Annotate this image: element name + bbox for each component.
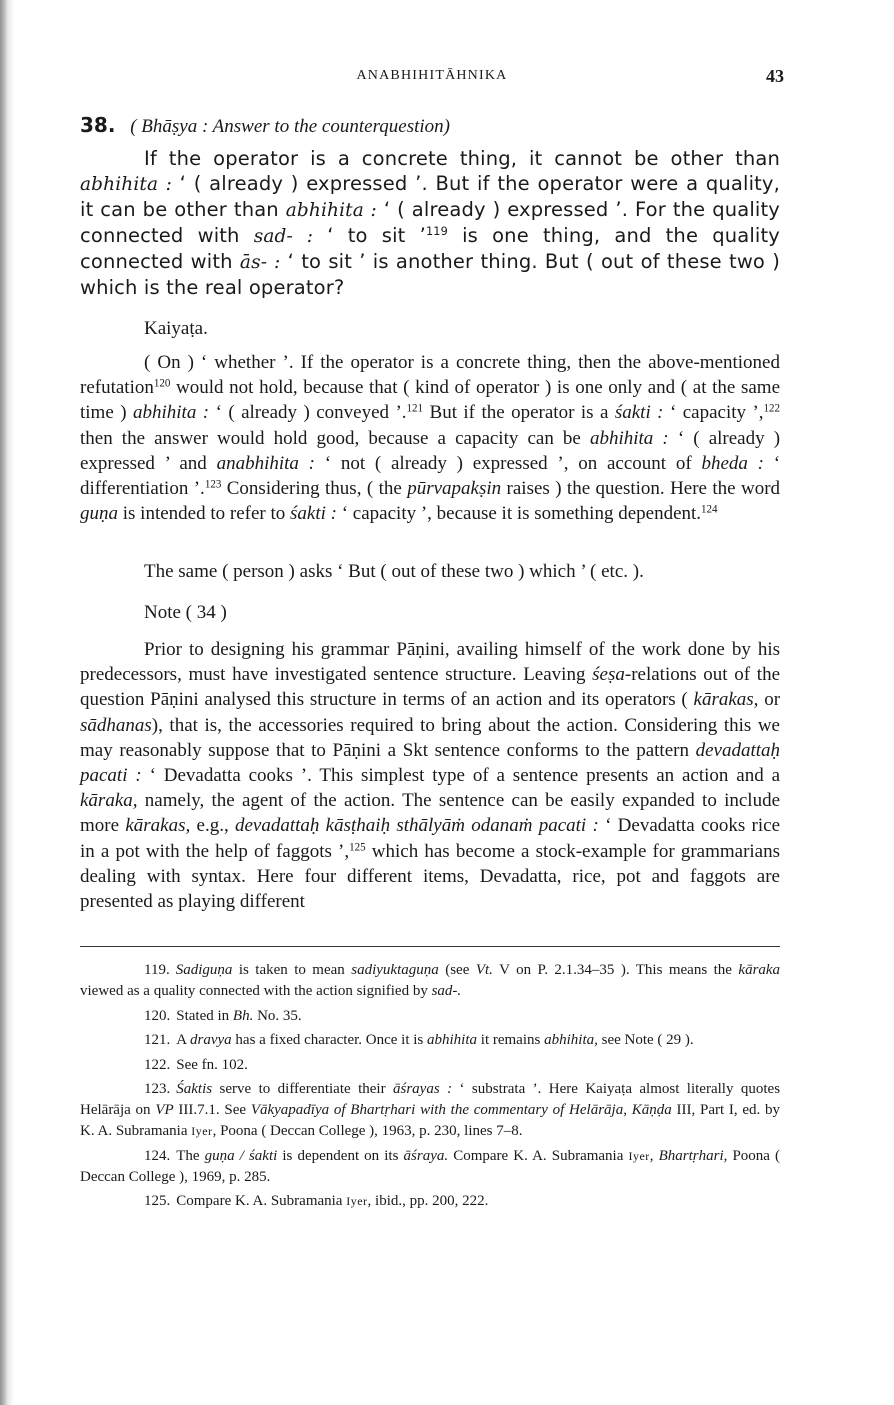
- footnote-ref: 119: [425, 225, 448, 239]
- note-label: Note ( 34 ): [144, 602, 227, 623]
- footnote-121: 121. A dravya has a fixed character. Once it is abhihita it remains abhihita, see Note ( 29 ).: [144, 1032, 694, 1048]
- section-heading: [80, 113, 450, 138]
- footnote-ref: 123: [204, 478, 222, 491]
- footnote-ref: 125: [349, 841, 366, 854]
- footnote-divider: [80, 946, 780, 947]
- footnote-ref: 120: [153, 377, 171, 390]
- footnote-120: 120. Stated in Bh. No. 35.: [144, 1007, 302, 1024]
- footnote-119: 119. Sadiguṇa is taken to mean sadiyuktaguṇa (see Vt. V on P. 2.1.34–35 ). This means the kāraka viewed as a quality connected with the action signified by sad-.: [80, 962, 781, 999]
- footnote-122: 122. See fn. 102.: [144, 1056, 248, 1073]
- note-paragraph: Prior to designing his grammar Pāṇini, availing himself of the work done by his predecessors, must have investigated sentence structure. Leaving śeṣa-relations out of the question Pāṇini analysed this structure in terms of an action and its operators ( kārakas, or sādhanas), that is, the accessories required to bring about the action. Considering this we may reasonably suppose that to Pāṇini a Skt sentence conforms to the pattern devadattaḥ pacati : ‘ Devadatta cooks ’. This simplest type of a sentence presents an action and a kāraka, namely, the agent of the action. The sentence can be easily expanded to include more kārakas, e.g., devadattaḥ kāsṭhaiḥ sthālyāṁ odanaṁ pacati : ‘ Devadatta cooks rice in a pot with the help of faggots ’,$^{125}$ which has become a stock-example for grammarians dealing with syntax. Here four different items, Devadatta, rice, pot and faggots are presented as playing different: [80, 639, 781, 913]
- footnote-ref: 122: [763, 402, 781, 415]
- bhasya-paragraph: If the operator is a concrete thing, it cannot be other than abhihita : ‘ ( already ) expressed ’. But if the operator were a quality, it can be other than abhihita : ‘ ( already ) expressed ’. For the quality connected with sad- : ‘ to sit ’$^{119}$ is one thing, and the quality connected with ās- : ‘ to sit ’ is another thing. But ( out of these two ) which is the real operator?: [80, 147, 780, 299]
- footnote-ref: 124: [701, 503, 718, 516]
- footnotes: [80, 960, 780, 1216]
- footnote-125: 125. Compare K. A. Subramania Iyer, ibid., pp. 200, 222.: [144, 1193, 489, 1209]
- kaiyata-paragraph: ( On ) ‘ whether ’. If the operator is a concrete thing, then the above-mentioned refutation$^{120}$ would not hold, because that ( kind of operator ) is one only and ( at the same time ) abhihita : ‘ ( already ) conveyed ’.$^{121}$ But if the operator is a śakti : ‘ capacity ’,$^{122}$ then the answer would hold good, because a capacity can be abhihita : ‘ ( already ) expressed ’ and anabhihita : ‘ not ( already ) expressed ’, on account of bheda : ‘ differentiation ’.$^{123}$ Considering thus, ( the pūrvapakṣin raises ) the question. Here the word guṇa is intended to refer to śakti : ‘ capacity ’, because it is something dependent.$^{124}$: [80, 352, 781, 525]
- footnote-123: 123. Śaktis serve to differentiate their āśrayas : ‘ substrata ’. Here Kaiyaṭa almost literally quotes Helārāja on VP III.7.1. See Vākyapadīya of Bhartṛhari with the commentary of Helārāja, Kāṇḍa III, Part I, ed. by K. A. Subramania Iyer, Poona ( Deccan College ), 1963, p. 230, lines 7–8.: [80, 1081, 781, 1139]
- running-title: ANABHIHITĀHNIKA: [356, 68, 508, 83]
- footnote-ref: 121: [406, 402, 424, 415]
- scan-edge-shadow: [0, 0, 14, 1405]
- same-person-line: The same ( person ) asks ‘ But ( out of these two ) which ’ ( etc. ).: [144, 561, 644, 582]
- kaiyata-label: Kaiyaṭa.: [144, 318, 208, 339]
- page-number: 43: [766, 66, 784, 86]
- footnote-124: 124. The guṇa / śakti is dependent on its āśraya. Compare K. A. Subramania Iyer, Bhartṛhari, Poona ( Deccan College ), 1969, p. 285.: [80, 1147, 781, 1185]
- section-title: ( Bhāṣya : Answer to the counterquestion): [130, 116, 450, 137]
- section-number: 38.: [80, 113, 116, 137]
